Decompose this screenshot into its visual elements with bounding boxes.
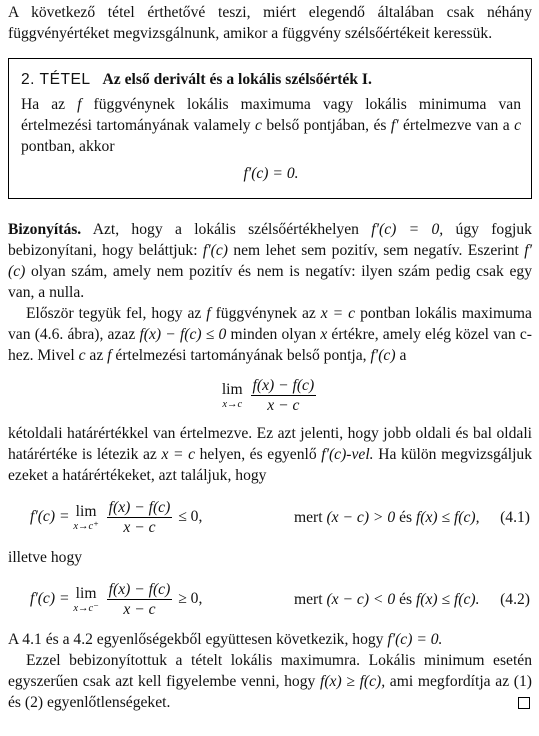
theorem-heading xyxy=(21,69,521,90)
theorem-statement: Ha az f függvénynek lokális maximuma vagy lokális minimuma van értelmezési tartományának valamely c belső pontjában, és f′ értelmezve van a c pontban, akkor xyxy=(21,96,521,155)
theorem-title: Az első derivált és a lokális szélsőérték I. xyxy=(102,71,372,88)
theorem-equation: f′(c) = 0. xyxy=(243,165,299,182)
equation-4-1 xyxy=(8,498,532,537)
eq1-tag: (4.1) xyxy=(500,509,530,526)
difference-quotient: $\frac{f(x) - f(c)}{x - c}$ xyxy=(252,377,315,414)
eq2-expression: f′(c) = lim x→c⁻ $\frac{f(x) - f(c)}{x - c}$ ≥ 0, xyxy=(30,581,203,618)
eq1-condition: mert (x − c) > 0 és f(x) ≤ f(c), xyxy=(294,509,480,526)
proof-label: Bizonyítás. xyxy=(8,221,82,238)
proof-paragraph-2: Először tegyük fel, hogy az f függvénynek az x = c pontban lokális maximuma van (4.6. ábra), azaz f(x) − f(c) ≤ 0 minden olyan x értékre, amely elég közel van c-hez. Mivel c az f értelmezési tartományának belső pontja, f′(c) a xyxy=(8,305,532,364)
limit-display xyxy=(8,376,532,415)
between-text: illetve hogy xyxy=(8,549,83,566)
limit-operator: lim x→c xyxy=(221,381,243,410)
proof-paragraph-3: kétoldali határértékkel van értelmezve. Ez azt jelenti, hogy jobb oldali és bal oldali határértéke is létezik az x = c helyen, és egyenlő f′(c)-vel. Ha külön megvizsgáljuk ezeket a határértékeket, azt találjuk, hogy xyxy=(8,425,533,484)
intro-paragraph: A következő tétel érthetővé teszi, miért elegendő általában csak néhány függvényértéket megvizsgálnunk, amikor a függvény szélsőértékeit keressük. xyxy=(8,4,532,42)
eq2-condition: mert (x − c) < 0 és f(x) ≤ f(c). xyxy=(294,591,480,608)
qed-square-icon xyxy=(518,697,530,709)
proof-paragraph-1: Bizonyítás. Azt, hogy a lokális szélsőértékhelyen f′(c) = 0, úgy fogjuk bebizonyítani, hogy beláttjuk: f′(c) nem lehet sem pozitív, sem negatív. Eszerint f′(c) olyan szám, amely nem pozitív és nem is negatív: ilyen szám pedig csak egy van, a nulla. xyxy=(8,221,533,301)
theorem-box xyxy=(8,58,532,199)
proof-paragraph-5: Ezzel bebizonyítottuk a tételt lokális maximumra. Lokális minimum esetén egyszerűen csak azt kell figyelembe venni, hogy f(x) ≥ f(c), ami megfordítja az (1) és (2) egyenlőtlenségeket. xyxy=(8,652,532,711)
page xyxy=(8,0,532,713)
equation-4-2 xyxy=(8,580,532,619)
theorem-number: 2. TÉTEL xyxy=(21,71,91,88)
eq1-expression: f′(c) = lim x→c⁺ $\frac{f(x) - f(c)}{x - c}$ ≤ 0, xyxy=(30,499,203,536)
eq2-tag: (4.2) xyxy=(500,591,530,608)
proof-paragraph-4: A 4.1 és a 4.2 egyenlőségekből együttesen következik, hogy f′(c) = 0. xyxy=(8,631,443,648)
